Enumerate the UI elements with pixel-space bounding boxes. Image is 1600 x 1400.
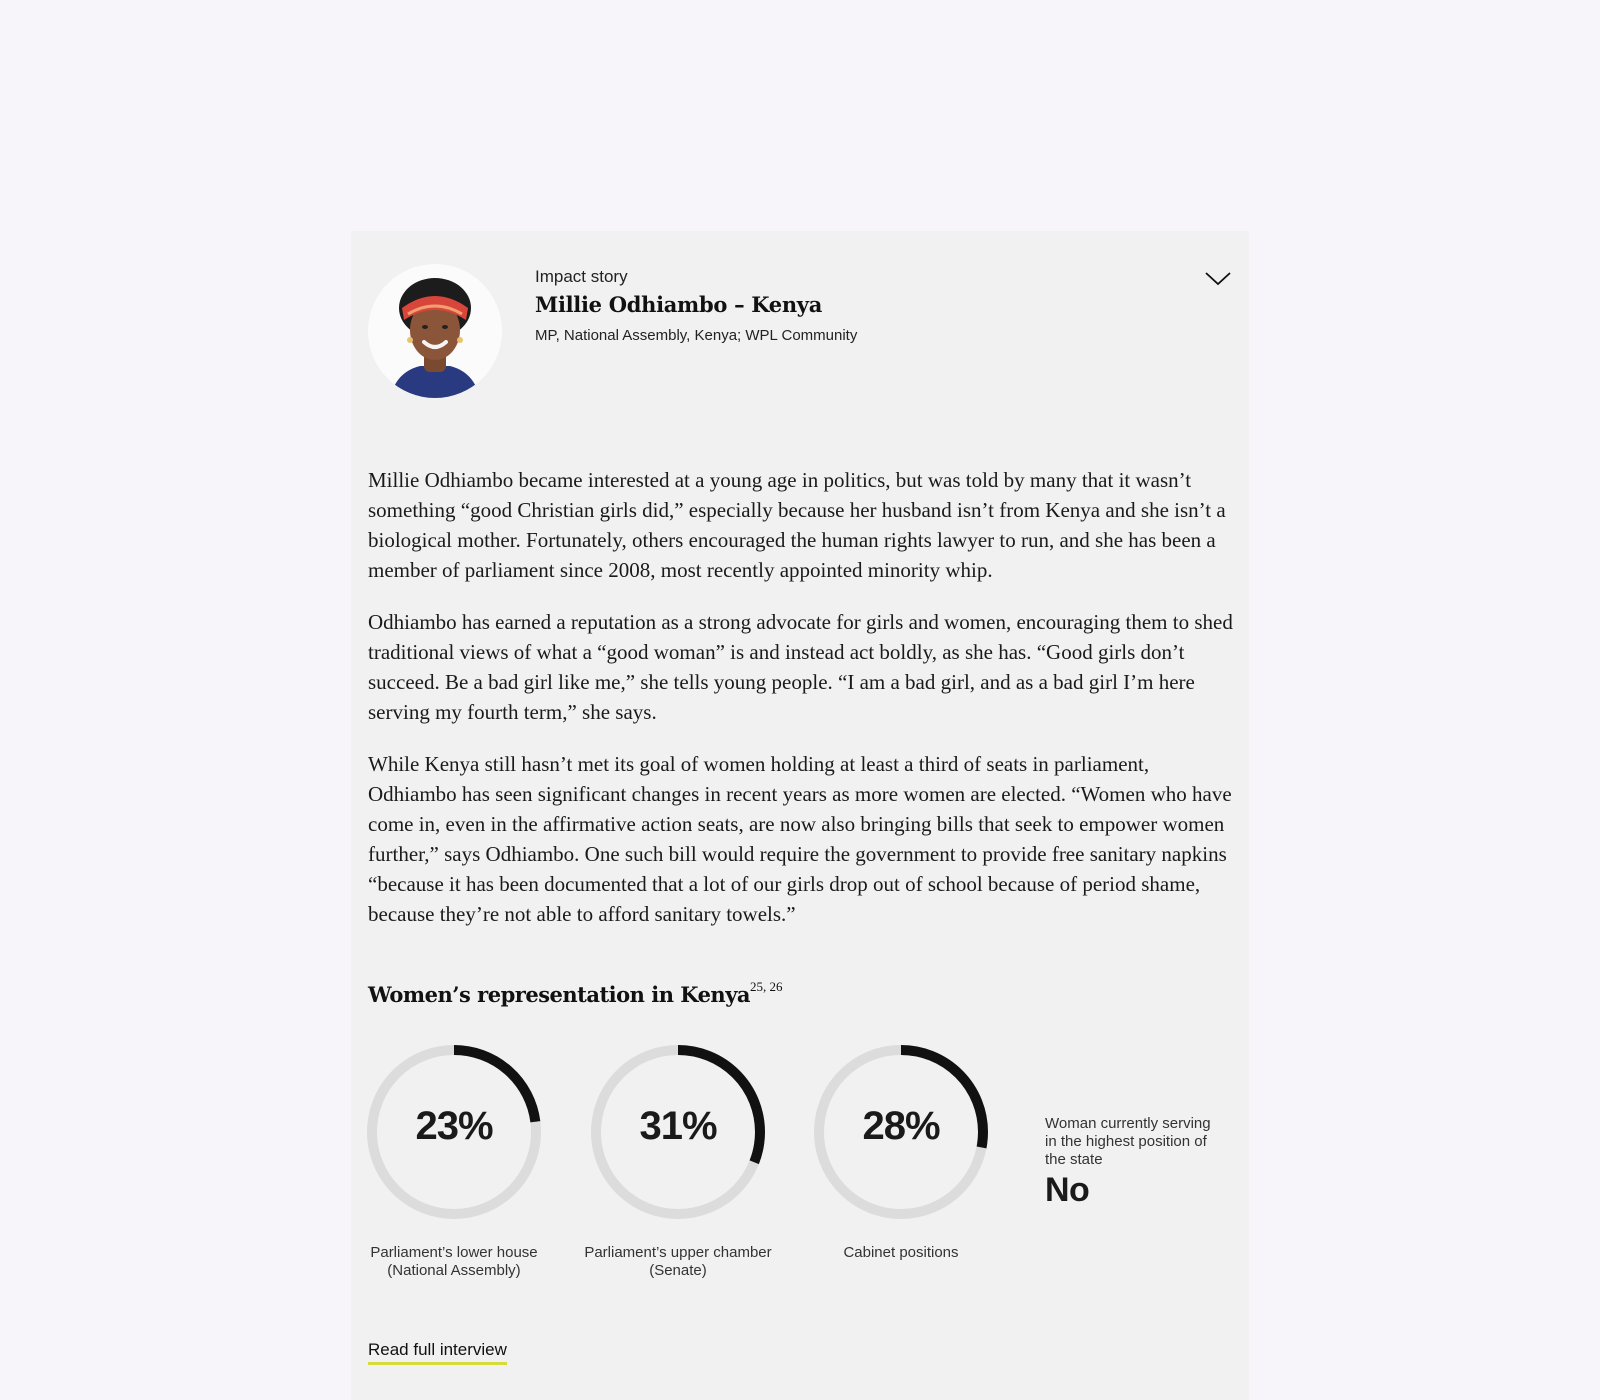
donut-value-label: 31% — [639, 1104, 717, 1148]
donut-category-label: Cabinet positions — [843, 1244, 959, 1261]
impact-story-card — [351, 231, 1249, 1400]
story-body — [368, 465, 1234, 951]
donut-category-label: Parliament’s upper chamber (Senate) — [584, 1244, 772, 1279]
chart-title-refs: 25, 26 — [750, 979, 783, 994]
collapse-toggle-button[interactable] — [1203, 269, 1233, 289]
head-of-state-value: No — [1045, 1171, 1090, 1209]
donut-chart — [798, 1042, 1004, 1262]
portrait-photo — [368, 264, 502, 398]
chart-title-text: Women’s representation in Kenya — [368, 982, 751, 1007]
donut-category-label: Parliament’s lower house (National Assembly) — [370, 1244, 538, 1279]
story-paragraph: While Kenya still hasn’t met its goal of women holding at least a third of seats in parliament, Odhiambo has seen significant changes in recent years as more women are elected. “Women who have come in, even in the affirmative action seats, are now also bringing bills that seek to empower women further,” says Odhiambo. One such bill would require the government to provide free sanitary napkins “because it has been documented that a lot of our girls drop out of school because of period shame, because they’re not able to afford sanitary towels.” — [368, 752, 1232, 926]
donut-chart — [351, 1042, 557, 1280]
story-paragraph: Millie Odhiambo became interested at a young age in politics, but was told by many that it wasn’t something “good Christian girls did,” especially because her husband isn’t from Kenya and she isn’t a biological mother. Fortunately, others encouraged the human rights lawyer to run, and she has been a member of parliament since 2008, most recently appointed minority whip. — [368, 468, 1226, 582]
story-person-name: Millie Odhiambo – Kenya — [535, 292, 823, 317]
story-person-role: MP, National Assembly, Kenya; WPL Community — [535, 327, 858, 344]
chevron-down-icon — [1203, 269, 1233, 289]
donut-value-label: 28% — [862, 1104, 940, 1148]
head-of-state-label: Woman currently serving in the highest position of the state — [1045, 1115, 1211, 1168]
donut-chart — [575, 1042, 781, 1280]
story-kicker: Impact story — [535, 267, 628, 286]
story-paragraph: Odhiambo has earned a reputation as a strong advocate for girls and women, encouraging them to shed traditional views of what a “good woman” is and instead act boldly, as she has. “Good girls don’t succeed. Be a bad girl like me,” she tells young people. “I am a bad girl, and as a bad girl I’m here serving my fourth term,” she says. — [368, 610, 1233, 724]
donut-value-label: 23% — [415, 1104, 493, 1148]
read-full-interview-link[interactable]: Read full interview — [368, 1340, 507, 1365]
chart-title — [368, 979, 783, 1007]
